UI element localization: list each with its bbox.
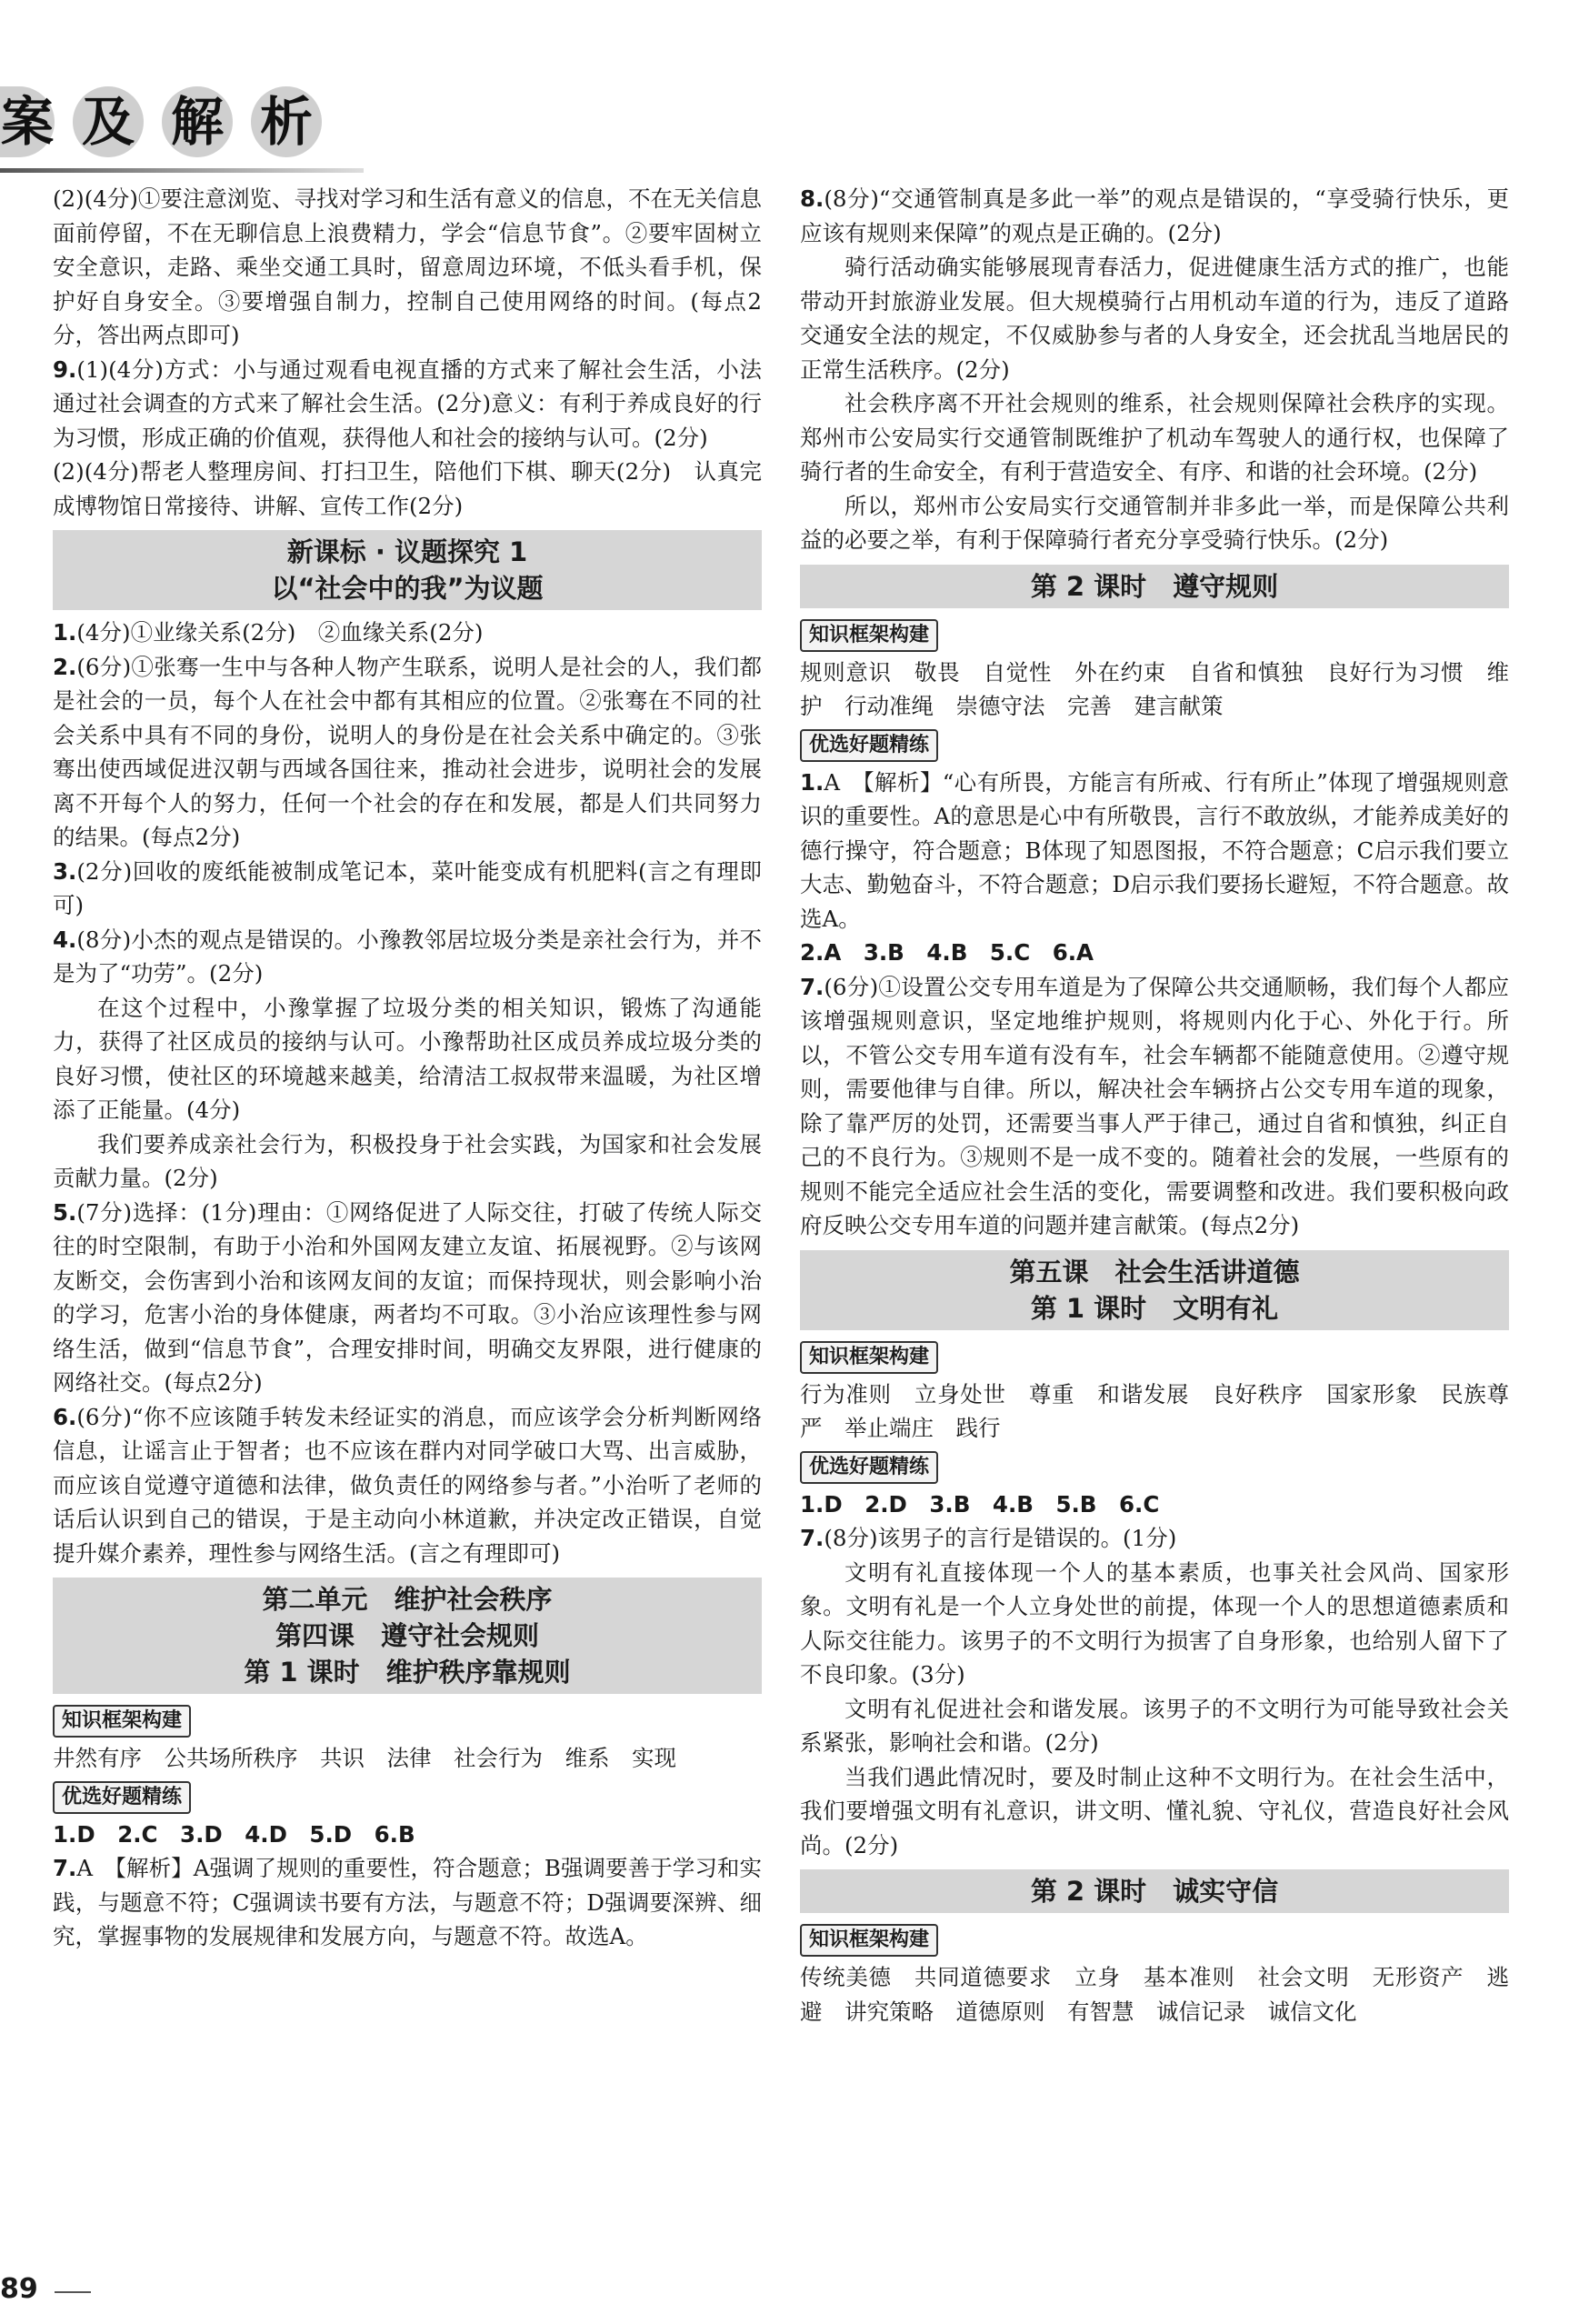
key-terms: 规则意识 敬畏 自觉性 外在约束 自省和慎独 良好行为习惯 维护 行动准绳 崇德守法 完善 建言献策: [800, 658, 1509, 719]
answer-paragraph: (2)(4分)①要注意浏览、寻找对学习和生活有意义的信息，不在无关信息面前停留，不在无聊信息上浪费精力，学会“信息节食”。②要牢固树立安全意识，走路、乘坐交通工具时，留意周边环境，不低头看手机，保护好自身安全。③要增强自制力，控制自己使用网络的时间。(每点2分，答出两点即可): [53, 185, 762, 348]
section-title: 新课标 · 议题探究 1: [286, 536, 528, 567]
answer-text: (8分)“交通管制真是多此一举”的观点是错误的，“享受骑行快乐，更应该有规则来保障”的观点是正确的。(2分): [800, 185, 1509, 246]
answer-text: A 【解析】“心有所畏，方能言有所戒、行有所止”体现了增强规则意识的重要性。A的意思是心中有所敬畏，言行不敢放纵，才能养成美好的德行操守，符合题意；B体现了知恩图报，不符合题意；C启示我们要立大志、勤勉奋斗，不符合题意；D启示我们要扬长避短，不符合题意。故选A。: [800, 768, 1509, 932]
question-number: 3.: [53, 857, 77, 885]
section-title: 第 1 课时 维护秩序靠规则: [244, 1657, 571, 1688]
section-banner: [53, 530, 762, 610]
answer-paragraph: 文明有礼促进社会和谐发展。该男子的不文明行为可能导致社会关系紧张，影响社会和谐。(2分): [800, 1695, 1509, 1756]
key-terms: 井然有序 公共场所秩序 共识 法律 社会行为 维系 实现: [53, 1745, 676, 1771]
section-tag: 知识框架构建: [53, 1705, 191, 1738]
answer-paragraph: 文明有礼直接体现一个人的基本素质，也事关社会风尚、国家形象。文明有礼是一个人立身处世的前提，体现一个人的思想道德素质和人际交往能力。该男子的不文明行为损害了自身形象，也给别人留下了不良印象。(3分): [800, 1558, 1509, 1688]
question-answer: [53, 1851, 762, 1954]
question-number: 5.: [53, 1198, 77, 1226]
question-number: 7.: [53, 1855, 77, 1881]
question-number: 1.: [53, 619, 77, 646]
answer-paragraph: 骑行活动确实能够展现青春活力，促进健康生活方式的推广，也能带动开封旅游业发展。但大规模骑行占用机动车道的行为，违反了道路交通安全法的规定，不仅威胁参与者的人身安全，还会扰乱当地居民的正常生活秩序。(2分): [800, 254, 1509, 383]
section-title: 第 2 课时 诚实守信: [1030, 1876, 1279, 1907]
question-number: 2.: [53, 653, 77, 680]
section-tag-row: [53, 1776, 762, 1818]
question-answer: [53, 650, 762, 855]
answer-paragraph: 所以，郑州市公安局实行交通管制并非多此一举，而是保障公共利益的必要之举，有利于保障骑行者充分享受骑行快乐。(2分): [800, 492, 1509, 553]
section-title: 以“社会中的我”为议题: [271, 573, 544, 604]
question-answer: [53, 353, 762, 456]
left-column: [53, 182, 762, 1954]
section-title: 第 2 课时 遵守规则: [1030, 570, 1279, 602]
answer-paragraph: 我们要养成亲社会行为，积极投身于社会实践，为国家和社会发展贡献力量。(2分): [53, 1130, 762, 1191]
question-number: 6.: [53, 1403, 77, 1430]
section-title: 第 1 课时 文明有礼: [1030, 1292, 1279, 1324]
section-tag: 知识框架构建: [800, 1924, 938, 1957]
key-terms: 行为准则 立身处世 尊重 和谐发展 良好秩序 国家形象 民族尊严 举止端庄 践行: [800, 1380, 1509, 1441]
section-tag-row: [800, 1918, 1509, 1960]
section-banner: [53, 1578, 762, 1694]
question-number: 8.: [800, 185, 824, 212]
section-tag: 知识框架构建: [800, 619, 938, 652]
question-answer: [800, 1521, 1509, 1556]
question-answer: [53, 855, 762, 923]
section-tag-row: [800, 1446, 1509, 1488]
section-tag: 优选好题精练: [53, 1781, 191, 1814]
choice-answers: 2.A 3.B 4.B 5.C 6.A: [800, 939, 1094, 966]
question-number: 7.: [800, 1525, 824, 1551]
answer-paragraph: 当我们遇此情况时，要及时制止这种不文明行为。在社会生活中，我们要增强文明有礼意识，讲文明、懂礼貌、守礼仪，营造良好社会风尚。(2分): [800, 1763, 1509, 1858]
page-number: 89: [0, 2273, 38, 2305]
section-tag-row: [800, 1336, 1509, 1377]
answer-text: (1)(4分)方式：小与通过观看电视直播的方式来了解社会生活，小法通过社会调查的方式来了解社会生活。(2分)意义：有利于养成良好的行为习惯，形成正确的价值观，获得他人和社会的接纳与认可。(2分): [53, 356, 762, 451]
section-tag: 优选好题精练: [800, 1451, 938, 1484]
section-tag: 优选好题精练: [800, 729, 938, 762]
answer-text: (8分)小杰的观点是错误的。小豫教邻居垃圾分类是亲社会行为，并不是为了“功劳”。(2分): [53, 926, 762, 987]
section-banner: [800, 565, 1509, 608]
question-answer: [53, 616, 762, 650]
question-number: 1.: [800, 768, 824, 796]
question-number: 7.: [800, 973, 824, 1000]
section-banner: [800, 1869, 1509, 1913]
header-char: 解: [162, 86, 233, 157]
answer-text: (6分)①张骞一生中与各种人物产生联系，说明人是社会的人，我们都是社会的一员，每个人在社会中都有其相应的位置。②张骞在不同的社会关系中具有不同的身份，说明人的身份是在社会关系中确定的。③张骞出使西域促进汉朝与西域各国往来，推动社会进步，说明社会的发展离不开每个人的努力，任何一个社会的存在和发展，都是人们共同努力的结果。(每点2分): [53, 653, 762, 850]
question-answer: [800, 182, 1509, 250]
section-tag: 知识框架构建: [800, 1341, 938, 1374]
answer-paragraph: 在这个过程中，小豫掌握了垃圾分类的相关知识，锻炼了沟通能力，获得了社区成员的接纳与认可。小豫帮助社区成员养成垃圾分类的良好习惯，使社区的环境越来越美，给清洁工叔叔带来温暖，为社区增添了正能量。(4分): [53, 994, 762, 1123]
question-number: 4.: [53, 926, 77, 953]
answer-text: A 【解析】A强调了规则的重要性，符合题意；B强调要善于学习和实践，与题意不符；C强调读书要有方法，与题意不符；D强调要深辨、细究，掌握事物的发展规律和发展方向，与题意不符。故选A。: [53, 1855, 762, 1949]
choice-answers: 1.D 2.C 3.D 4.D 5.D 6.B: [53, 1820, 415, 1848]
answer-text: (6分)“你不应该随手转发未经证实的消息，而应该学会分析判断网络信息，让谣言止于智者；也不应该在群内对同学破口大骂、出言威胁，而应该自觉遵守道德和法律，做负责任的网络参与者。”小治听了老师的话后认识到自己的错误，于是主动向小林道歉，并决定改正错误，自觉提升媒介素养，理性参与网络生活。(言之有理即可): [53, 1403, 762, 1567]
answer-paragraph: 社会秩序离不开社会规则的维系，社会规则保障社会秩序的实现。郑州市公安局实行交通管制既维护了机动车驾驶人的通行权，也保障了骑行者的生命安全，有利于营造安全、有序、和谐的社会环境。(2分): [800, 390, 1509, 485]
section-banner: [800, 1250, 1509, 1330]
question-answer: [800, 766, 1509, 937]
question-answer: [53, 1400, 762, 1571]
answer-text: (8分)该男子的言行是错误的。(1分): [824, 1525, 1177, 1551]
section-tag-row: [800, 614, 1509, 656]
question-answer: [53, 1196, 762, 1400]
question-number: 9.: [53, 356, 77, 383]
section-title: 第五课 社会生活讲道德: [1009, 1256, 1300, 1287]
answer-text: (2分)回收的废纸能被制成笔记本，菜叶能变成有机肥料(言之有理即可): [53, 857, 762, 918]
answer-paragraph: (2)(4分)帮老人整理房间、打扫卫生，陪他们下棋、聊天(2分) 认真完成博物馆日常接待、讲解、宣传工作(2分): [53, 458, 762, 519]
header-char: 析: [251, 86, 322, 157]
key-terms: 传统美德 共同道德要求 立身 基本准则 社会文明 无形资产 逃避 讲究策略 道德原则 有智慧 诚信记录 诚信文化: [800, 1964, 1509, 2025]
right-column: [800, 182, 1509, 2028]
question-answer: [800, 970, 1509, 1243]
answer-text: (4分)①业缘关系(2分) ②血缘关系(2分): [76, 619, 484, 646]
answer-text: (7分)选择：(1分)理由：①网络促进了人际交往，打破了传统人际交往的时空限制，有助于小治和外国网友建立友谊、拓展视野。②与该网友断交，会伤害到小治和该网友间的友谊；而保持现状，则会影响小治的学习，危害小治的身体健康，两者均不可取。③小治应该理性参与网络生活，做到“信息节食”，合理安排时间，明确交友界限，进行健康的网络社交。(每点2分): [53, 1198, 762, 1396]
section-tag-row: [53, 1699, 762, 1741]
choice-answers: 1.D 2.D 3.B 4.B 5.B 6.C: [800, 1490, 1160, 1518]
header-rule: [0, 168, 364, 173]
section-tag-row: [800, 724, 1509, 766]
page-number-rule: [55, 2291, 91, 2293]
section-title: 第四课 遵守社会规则: [275, 1620, 539, 1651]
section-title: 第二单元 维护社会秩序: [262, 1584, 553, 1615]
answer-text: (6分)①设置公交专用车道是为了保障公共交通顺畅，我们每个人都应该增强规则意识，坚定地维护规则，将规则内化于心、外化于行。所以，不管公交专用车道有没有车，社会车辆都不能随意使用。②遵守规则，需要他律与自律。所以，解决社会车辆挤占公交专用车道的现象，除了靠严厉的处罚，还需要当事人严于律己，通过自省和慎独，纠正自己的不良行为。③规则不是一成不变的。随着社会的发展，一些原有的规则不能完全适应社会生活的变化，需要调整和改进。我们要积极向政府反映公交专用车道的问题并建言献策。(每点2分): [800, 973, 1509, 1238]
header-char: 案: [0, 86, 55, 157]
question-answer: [53, 923, 762, 991]
header-title: [0, 86, 322, 157]
header-char: 及: [73, 86, 144, 157]
